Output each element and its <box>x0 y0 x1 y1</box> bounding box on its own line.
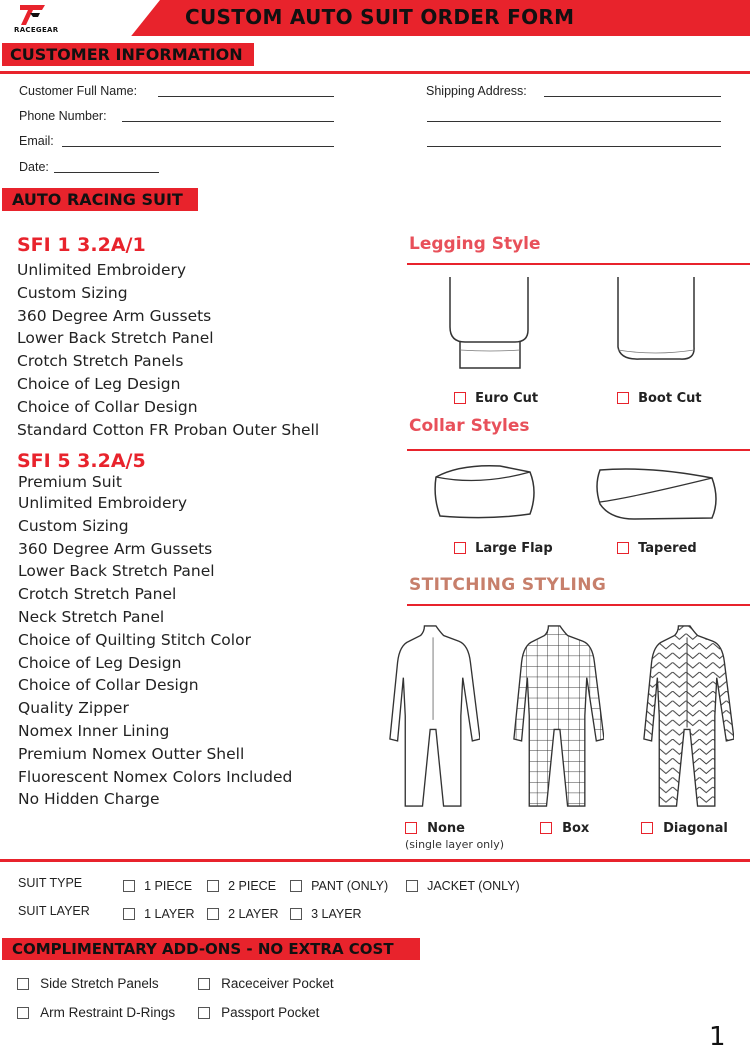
checkbox[interactable] <box>198 978 210 990</box>
shipping-field-2[interactable] <box>427 121 721 122</box>
feature-item: Unlimited Embroidery <box>17 261 187 279</box>
suit-type-label: SUIT TYPE <box>18 876 83 890</box>
feature-item: Choice of Leg Design <box>17 374 181 393</box>
tapered-label: Tapered <box>638 541 697 556</box>
feature-item: Crotch Stretch Panel <box>18 585 177 604</box>
stitch-diagonal-label: Diagonal <box>663 821 728 836</box>
option-label: 2 PIECE <box>228 879 277 893</box>
suit-layer-3[interactable] <box>290 903 362 922</box>
tapered-option[interactable] <box>617 537 697 556</box>
phone-field[interactable] <box>122 121 334 122</box>
feature-item: Neck Stretch Panel <box>18 607 165 626</box>
feature-item: Custom Sizing <box>17 283 128 302</box>
euro-cut-label: Euro Cut <box>475 391 539 406</box>
feature-item: Crotch Stretch Panels <box>17 352 184 371</box>
feature-item: Nomex Inner Lining <box>18 721 170 740</box>
stitch-none-suit-icon <box>388 620 480 812</box>
shipping-label: Shipping Address: <box>426 84 527 98</box>
feature-item: No Hidden Charge <box>18 790 160 809</box>
collar-title: Collar Styles <box>409 416 530 436</box>
feature-item: Lower Back Stretch Panel <box>18 562 215 581</box>
full-name-label: Customer Full Name: <box>19 84 138 98</box>
boot-cut-label: Boot Cut <box>638 391 702 406</box>
stitch-box-checkbox[interactable] <box>540 822 552 834</box>
addon-raceceiver-pocket[interactable] <box>198 973 334 992</box>
logo-icon <box>18 3 48 27</box>
large-flap-option[interactable] <box>454 537 553 556</box>
stitch-none-checkbox[interactable] <box>405 822 417 834</box>
feature-item: Choice of Leg Design <box>18 653 182 672</box>
option-label: PANT (ONLY) <box>311 879 389 893</box>
checkbox[interactable] <box>290 908 302 920</box>
addon-label: Raceceiver Pocket <box>221 976 334 991</box>
addon-label: Passport Pocket <box>221 1005 320 1020</box>
boot-cut-option[interactable] <box>617 387 702 406</box>
divider <box>407 263 750 265</box>
addon-label: Arm Restraint D-Rings <box>40 1005 176 1020</box>
full-name-field[interactable] <box>158 96 334 97</box>
boot-cut-checkbox[interactable] <box>617 392 629 404</box>
checkbox[interactable] <box>123 880 135 892</box>
stitch-none-label: None <box>427 821 465 836</box>
suit-layer-1[interactable] <box>123 903 195 922</box>
phone-label: Phone Number: <box>19 109 107 123</box>
date-label: Date: <box>19 160 49 174</box>
stitch-box-option[interactable] <box>540 817 589 836</box>
checkbox[interactable] <box>406 880 418 892</box>
stitch-none-note: (single layer only) <box>405 838 505 851</box>
suit-type-2-piece[interactable] <box>207 875 276 894</box>
customer-section-title: CUSTOMER INFORMATION <box>2 43 254 66</box>
stitch-none-option[interactable] <box>405 817 465 836</box>
date-field[interactable] <box>54 172 159 173</box>
feature-item: Custom Sizing <box>18 516 129 535</box>
checkbox[interactable] <box>123 908 135 920</box>
addon-passport-pocket[interactable] <box>198 1002 319 1021</box>
suit-type-jacket-only[interactable] <box>406 875 520 894</box>
checkbox[interactable] <box>207 908 219 920</box>
feature-item: Choice of Quilting Stitch Color <box>18 630 251 649</box>
logo-text: RACEGEAR <box>14 26 59 34</box>
suit-layer-label: SUIT LAYER <box>18 904 90 918</box>
feature-item: Premium Nomex Outter Shell <box>18 744 245 763</box>
stitch-diagonal-option[interactable] <box>641 817 728 836</box>
large-flap-label: Large Flap <box>475 541 553 556</box>
suit-type-1-piece[interactable] <box>123 875 192 894</box>
feature-item: Quality Zipper <box>18 699 129 718</box>
euro-cut-option[interactable] <box>454 387 538 406</box>
page-number: 1 <box>709 1022 726 1052</box>
option-label: 2 LAYER <box>228 907 279 921</box>
sfi5-title: SFI 5 3.2A/5 <box>17 450 146 472</box>
checkbox[interactable] <box>17 978 29 990</box>
feature-item: 360 Degree Arm Gussets <box>18 539 213 558</box>
feature-item: Premium Suit <box>18 473 122 491</box>
suit-layer-2[interactable] <box>207 903 279 922</box>
large-flap-checkbox[interactable] <box>454 542 466 554</box>
divider <box>0 859 750 862</box>
feature-item: Standard Cotton FR Proban Outer Shell <box>17 420 320 439</box>
page-title: CUSTOM AUTO SUIT ORDER FORM <box>185 5 575 29</box>
stitch-diagonal-checkbox[interactable] <box>641 822 653 834</box>
euro-cut-checkbox[interactable] <box>454 392 466 404</box>
stitching-title: STITCHING STYLING <box>409 575 607 595</box>
tapered-collar-icon <box>590 464 722 524</box>
feature-item: 360 Degree Arm Gussets <box>17 306 212 325</box>
checkbox[interactable] <box>198 1007 210 1019</box>
addon-arm-restraint[interactable] <box>17 1002 175 1021</box>
option-label: 1 LAYER <box>144 907 195 921</box>
email-label: Email: <box>19 134 54 148</box>
feature-item: Choice of Collar Design <box>18 676 199 695</box>
option-label: 3 LAYER <box>311 907 362 921</box>
tapered-checkbox[interactable] <box>617 542 629 554</box>
sfi1-feature-list <box>17 259 319 441</box>
suit-type-pant-only[interactable] <box>290 875 388 894</box>
feature-item: Fluorescent Nomex Colors Included <box>18 767 293 786</box>
suit-section-title: AUTO RACING SUIT <box>2 188 198 211</box>
sfi1-title: SFI 1 3.2A/1 <box>17 234 146 256</box>
euro-cut-leg-icon <box>440 272 535 372</box>
divider <box>407 449 750 451</box>
addons-section-title: COMPLIMENTARY ADD-ONS - NO EXTRA COST <box>2 938 420 960</box>
checkbox[interactable] <box>207 880 219 892</box>
checkbox[interactable] <box>17 1007 29 1019</box>
boot-cut-leg-icon <box>610 272 700 364</box>
checkbox[interactable] <box>290 880 302 892</box>
email-field[interactable] <box>62 146 334 147</box>
option-label: 1 PIECE <box>144 879 193 893</box>
stitch-diagonal-suit-icon <box>642 620 734 812</box>
sfi5-feature-list <box>18 472 292 811</box>
addon-label: Side Stretch Panels <box>40 976 159 991</box>
addon-side-stretch[interactable] <box>17 973 159 992</box>
stitch-box-label: Box <box>562 821 590 836</box>
divider <box>0 71 750 74</box>
shipping-field-3[interactable] <box>427 146 721 147</box>
feature-item: Lower Back Stretch Panel <box>17 329 214 348</box>
divider <box>407 604 750 606</box>
feature-item: Choice of Collar Design <box>17 397 198 416</box>
legging-title: Legging Style <box>409 234 541 254</box>
feature-item: Unlimited Embroidery <box>18 494 188 512</box>
large-flap-collar-icon <box>430 462 540 524</box>
option-label: JACKET (ONLY) <box>427 879 520 893</box>
stitch-box-suit-icon <box>512 620 604 812</box>
shipping-field-1[interactable] <box>544 96 721 97</box>
